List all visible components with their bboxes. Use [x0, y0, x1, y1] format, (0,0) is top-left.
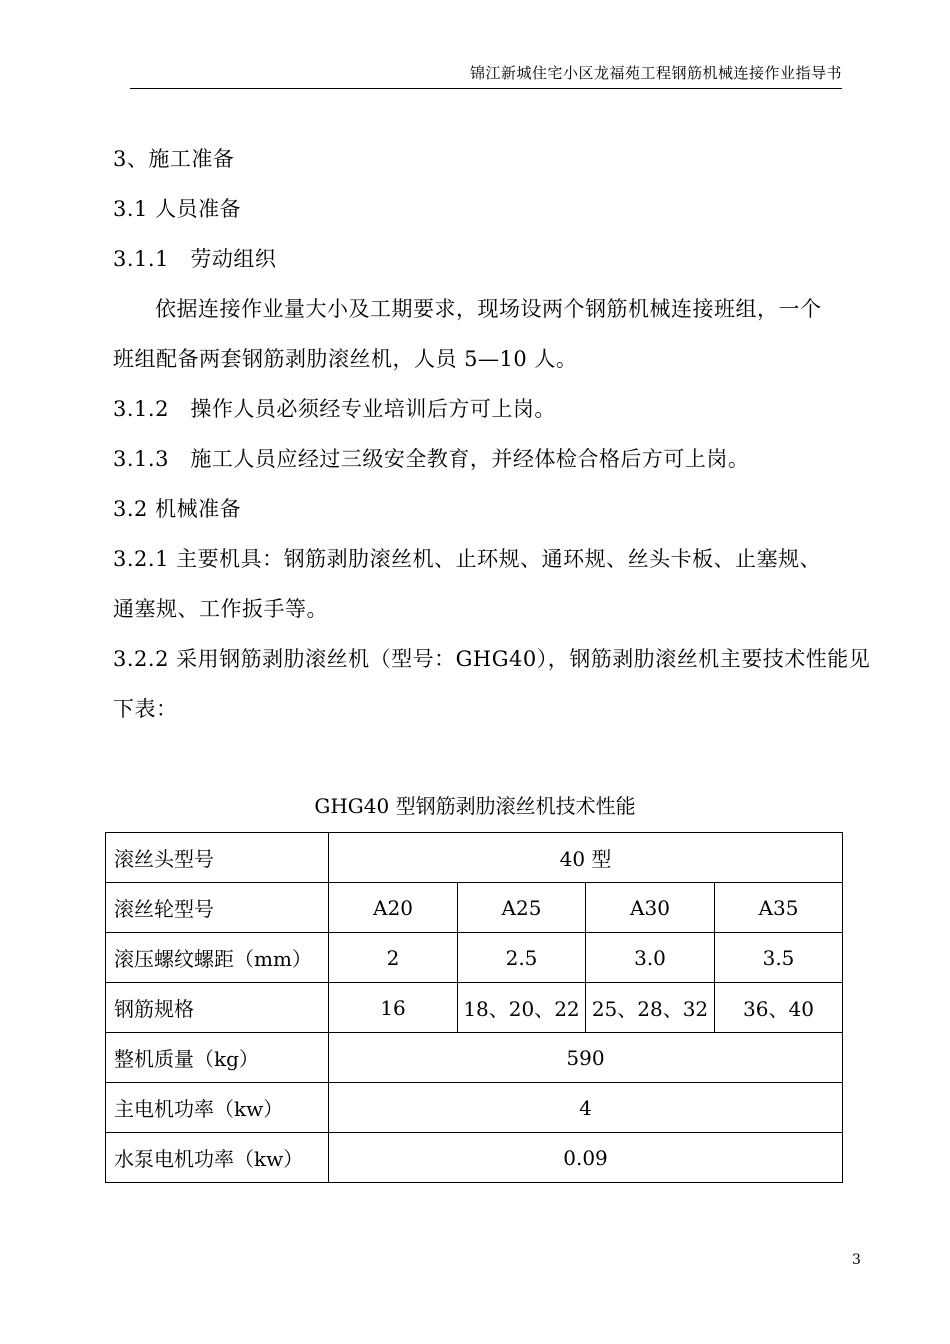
table-row [106, 883, 843, 933]
table-cell: 3.5 [715, 933, 843, 983]
table-cell: A20 [329, 883, 458, 933]
header-divider [130, 88, 842, 89]
table-cell: A30 [586, 883, 715, 933]
table-row [106, 1133, 843, 1183]
paragraph-line: 下表： [113, 697, 178, 721]
paragraph-line: 通塞规、工作扳手等。 [113, 597, 328, 621]
table-row [106, 983, 843, 1033]
row-label: 水泵电机功率（kw） [106, 1133, 329, 1183]
table-cell: 2.5 [458, 933, 586, 983]
paragraph-line: 3.2.2 采用钢筋剥肋滚丝机（型号：GHG40），钢筋剥肋滚丝机主要技术性能见 [113, 647, 871, 671]
document-header: 锦江新城住宅小区龙福苑工程钢筋机械连接作业指导书 [469, 64, 842, 82]
row-label: 整机质量（kg） [106, 1033, 329, 1083]
table-cell: 36、40 [715, 983, 843, 1033]
table-cell: 16 [329, 983, 458, 1033]
table-row [106, 833, 843, 883]
paragraph-line: 班组配备两套钢筋剥肋滚丝机，人员 5—10 人。 [113, 347, 578, 371]
subsection-heading: 3.1.1 劳动组织 [113, 247, 277, 271]
spec-table [105, 832, 843, 1183]
table-cell: 25、28、32 [586, 983, 715, 1033]
table-cell: 40 型 [329, 833, 843, 883]
paragraph-line: 3.1.3 施工人员应经过三级安全教育，并经体检合格后方可上岗。 [113, 447, 750, 471]
table-cell: A25 [458, 883, 586, 933]
table-cell: 590 [329, 1033, 843, 1083]
subsection-heading: 3.2 机械准备 [113, 497, 242, 521]
row-label: 滚压螺纹螺距（mm） [106, 933, 329, 983]
table-row [106, 933, 843, 983]
row-label: 主电机功率（kw） [106, 1083, 329, 1133]
table-cell: 18、20、22 [458, 983, 586, 1033]
row-label: 钢筋规格 [106, 983, 329, 1033]
section-heading: 3、施工准备 [113, 147, 235, 171]
paragraph-line: 3.1.2 操作人员必须经专业培训后方可上岗。 [113, 397, 556, 421]
paragraph-line: 3.2.1 主要机具：钢筋剥肋滚丝机、止环规、通环规、丝头卡板、止塞规、 [113, 547, 822, 571]
row-label: 滚丝头型号 [106, 833, 329, 883]
table-cell: 0.09 [329, 1133, 843, 1183]
paragraph-line: 依据连接作业量大小及工期要求，现场设两个钢筋机械连接班组，一个 [155, 297, 822, 321]
page-number: 3 [852, 1252, 861, 1268]
table-cell: 2 [329, 933, 458, 983]
table-title: GHG40 型钢筋剥肋滚丝机技术性能 [314, 794, 636, 818]
subsection-heading: 3.1 人员准备 [113, 197, 242, 221]
table-cell: A35 [715, 883, 843, 933]
table-cell: 4 [329, 1083, 843, 1133]
table-row [106, 1033, 843, 1083]
table-row [106, 1083, 843, 1133]
table-cell: 3.0 [586, 933, 715, 983]
row-label: 滚丝轮型号 [106, 883, 329, 933]
